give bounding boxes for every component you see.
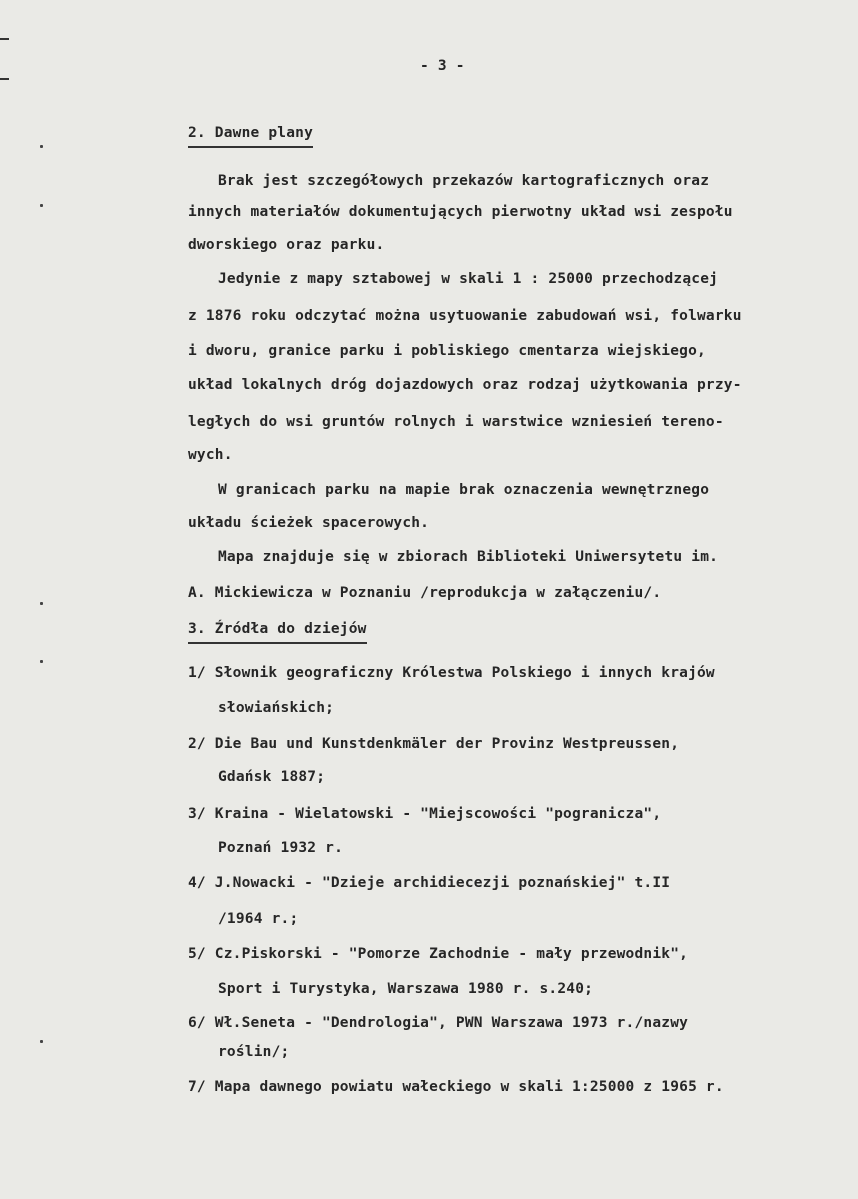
source-item-4: 4/ J.Nowacki - "Dzieje archidiecezji poznańskiej" t.II bbox=[188, 875, 671, 891]
text-line: Jedynie z mapy sztabowej w skali 1 : 25000 przechodzącej bbox=[218, 271, 719, 287]
margin-mark bbox=[0, 38, 9, 40]
margin-dot bbox=[40, 660, 43, 663]
text-line: układu ścieżek spacerowych. bbox=[188, 515, 430, 531]
source-item-3-cont: Poznań 1932 r. bbox=[218, 840, 344, 856]
source-item-6-cont: roślin/; bbox=[218, 1044, 290, 1060]
source-item-5-cont: Sport i Turystyka, Warszawa 1980 r. s.240; bbox=[218, 981, 594, 997]
source-item-1-cont: słowiańskich; bbox=[218, 700, 335, 716]
text-line: A. Mickiewicza w Poznaniu /reprodukcja w załączeniu/. bbox=[188, 585, 662, 601]
text-line: W granicach parku na mapie brak oznaczenia wewnętrznego bbox=[218, 482, 710, 498]
page-number: - 3 - bbox=[420, 58, 465, 74]
section-3-heading: 3. Źródła do dziejów bbox=[188, 620, 367, 644]
text-line: Mapa znajduje się w zbiorach Biblioteki Uniwersytetu im. bbox=[218, 549, 719, 565]
source-item-2: 2/ Die Bau und Kunstdenkmäler der Provinz Westpreussen, bbox=[188, 736, 680, 752]
section-2-heading: 2. Dawne plany bbox=[188, 124, 313, 148]
source-item-1: 1/ Słownik geograficzny Królestwa Polskiego i innych krajów bbox=[188, 665, 715, 681]
source-item-3: 3/ Kraina - Wielatowski - "Miejscowości "pogranicza", bbox=[188, 806, 662, 822]
text-line: wych. bbox=[188, 447, 233, 463]
source-item-4-cont: /1964 r.; bbox=[218, 911, 299, 927]
margin-dot bbox=[40, 1040, 43, 1043]
source-item-7: 7/ Mapa dawnego powiatu wałeckiego w skali 1:25000 z 1965 r. bbox=[188, 1079, 724, 1095]
text-line: z 1876 roku odczytać można usytuowanie zabudowań wsi, folwarku bbox=[188, 308, 742, 324]
text-line: układ lokalnych dróg dojazdowych oraz rodzaj użytkowania przy- bbox=[188, 377, 742, 393]
source-item-2-cont: Gdańsk 1887; bbox=[218, 769, 326, 785]
source-item-5: 5/ Cz.Piskorski - "Pomorze Zachodnie - mały przewodnik", bbox=[188, 946, 689, 962]
margin-dot bbox=[40, 204, 43, 207]
text-line: ległych do wsi gruntów rolnych i warstwice wzniesień tereno- bbox=[188, 414, 724, 430]
margin-mark bbox=[0, 78, 9, 80]
text-line: innych materiałów dokumentujących pierwotny układ wsi zespołu bbox=[188, 204, 733, 220]
text-line: i dworu, granice parku i pobliskiego cmentarza wiejskiego, bbox=[188, 343, 706, 359]
text-line: Brak jest szczegółowych przekazów kartograficznych oraz bbox=[218, 173, 710, 189]
margin-dot bbox=[40, 602, 43, 605]
text-line: dworskiego oraz parku. bbox=[188, 237, 385, 253]
source-item-6: 6/ Wł.Seneta - "Dendrologia", PWN Warszawa 1973 r./nazwy bbox=[188, 1015, 689, 1031]
margin-dot bbox=[40, 145, 43, 148]
